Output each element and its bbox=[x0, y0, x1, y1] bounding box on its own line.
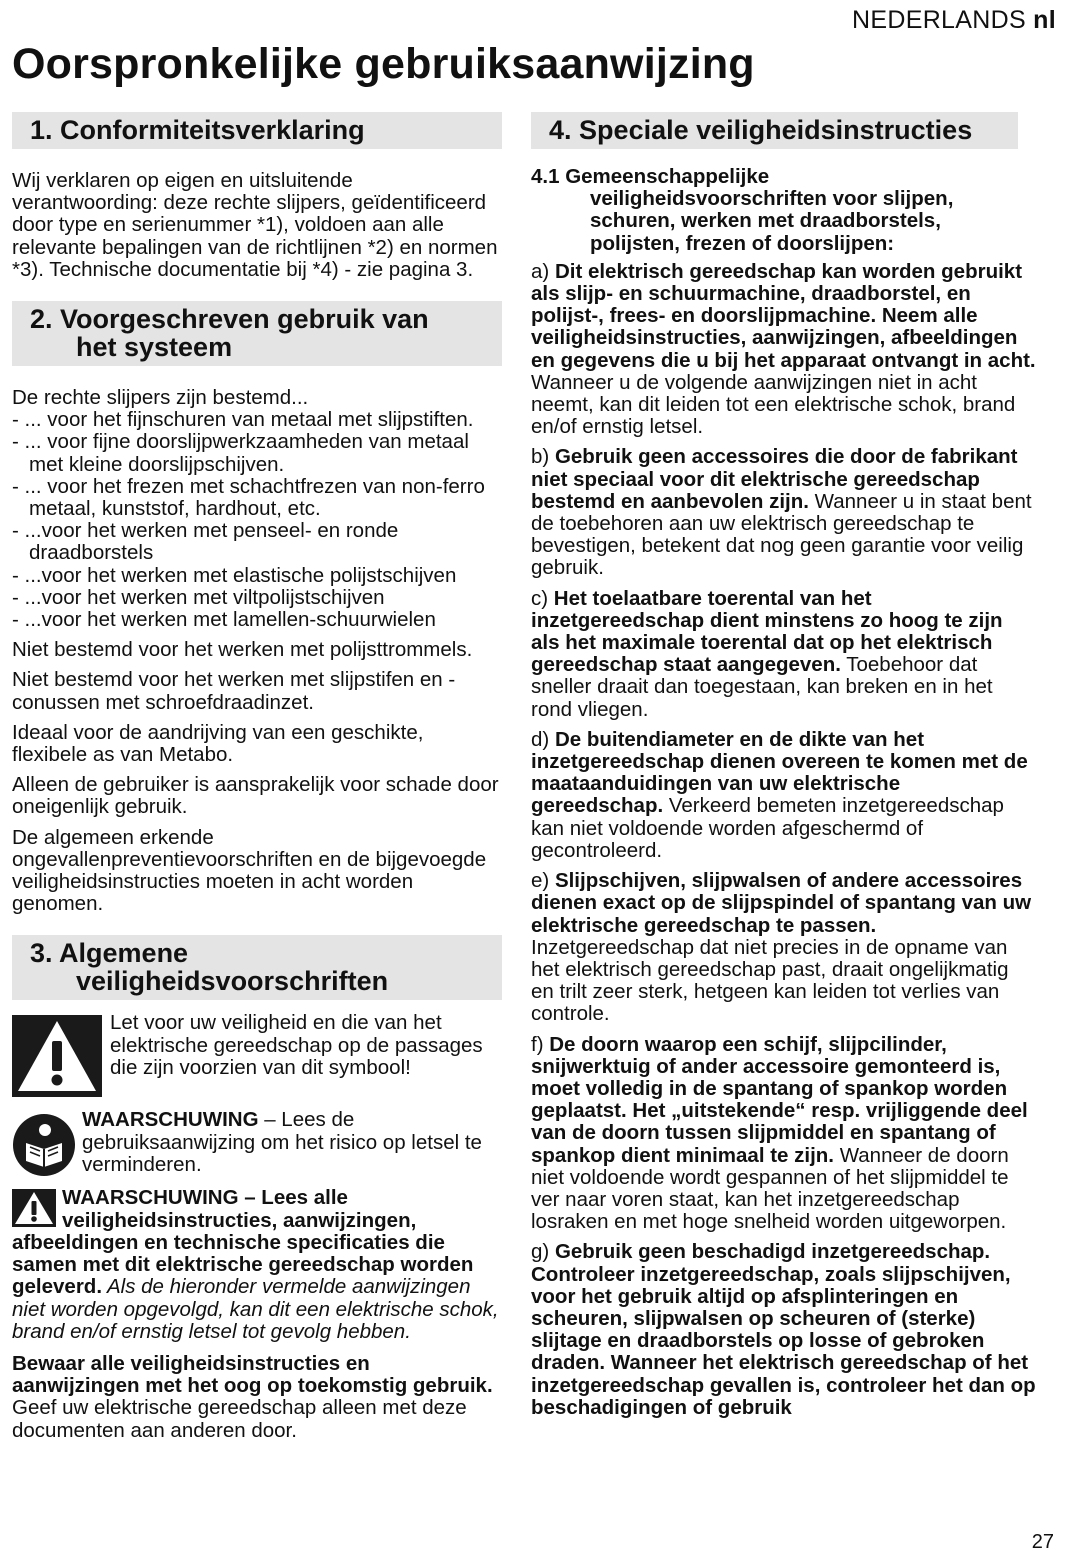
instruction-item bbox=[531, 1034, 1036, 1234]
item-bold-text: Gebruik geen beschadigd inzetgereedschap. Controleer inzetgereedschap, zoals slijpschijven, voor het gebruik altijd op afsplinteringen en scheuren, slijpwalsen op scheuren of (sterke) slijtage en draadborstels op losse of gebroken draden. Wanneer het elektrisch gereedschap of het inzetgereedschap gevallen is, controleer het dan op beschadigingen of gebruik bbox=[531, 1240, 1036, 1419]
list-item: - ... voor het fijnschuren van metaal met slijpstiften. bbox=[12, 408, 474, 432]
read-manual-warning bbox=[12, 1109, 502, 1177]
item-text: Wanneer u de volgende aanwijzingen niet in acht neemt, kan dit leiden tot een elektrische schok, brand en/of ernstig letsel. bbox=[531, 370, 1016, 439]
section-2-heading bbox=[12, 301, 502, 366]
subsection-4-1-title-cont: veiligheidsvoorschriften voor slijpen, schuren, werken met draadborstels, polijsten, frezen of doorslijpen: bbox=[590, 187, 954, 255]
section-3-number: 3. bbox=[30, 938, 53, 969]
instruction-item bbox=[531, 261, 1036, 439]
instruction-item bbox=[531, 729, 1036, 862]
warning-1-text: – Lees de gebruiksaanwijzing om het risico op letsel te verminderen. bbox=[82, 1108, 482, 1176]
section-1-heading bbox=[12, 112, 502, 149]
subsection-4-1-number: 4.1 bbox=[531, 165, 560, 188]
usage-paragraph: Ideaal voor de aandrijving van een geschikte, flexibele as van Metabo. bbox=[12, 720, 424, 767]
symbol-notice-text: Let voor uw veiligheid en die van het elektrische gereedschap op de passages die zijn voorzien van dit symbool! bbox=[110, 1011, 483, 1079]
language-name: NEDERLANDS bbox=[852, 6, 1026, 34]
warning-triangle-small-icon bbox=[12, 1189, 56, 1227]
item-text: Wanneer de doorn niet voldoende wordt gespannen of het slijpmiddel te ver naar voren staat, kan het inzetgereedschap losraken en met hoge snelheid worden uitgeworpen. bbox=[531, 1143, 1009, 1234]
section-3-title-line2: veiligheidsvoorschriften bbox=[76, 966, 389, 997]
warning-triangle-icon bbox=[12, 1015, 102, 1097]
keep-instructions-bold: Bewaar alle veiligheidsinstructies en aanwijzingen met het oog op toekomstig gebruik. bbox=[12, 1351, 493, 1398]
instruction-item bbox=[531, 1241, 1036, 1419]
list-item: - ... voor fijne doorslijpwerkzaamheden van metaal met kleine doorslijpschijven. bbox=[12, 430, 469, 476]
subsection-4-1-heading bbox=[531, 166, 1036, 255]
list-item: - ...voor het werken met penseel- en ronde draadborstels bbox=[12, 519, 399, 565]
item-label: b) bbox=[531, 445, 550, 469]
list-item: - ...voor het werken met elastische polijstschijven bbox=[12, 563, 457, 587]
warning-2-bold: WAARSCHUWING – Lees alle veiligheidsinstructies, aanwijzingen, afbeeldingen en technische specificaties die samen met dit elektrische gereedschap worden geleverd. bbox=[12, 1186, 474, 1299]
item-bold-text: Het toelaatbare toerental van het inzetgereedschap dient minstens zo hoog te zijn als het maximale toerental dat op het elektrisch gereedschap staat aangegeven. bbox=[531, 586, 1003, 677]
subsection-4-1-title: Gemeenschappelijke bbox=[565, 165, 770, 188]
instruction-item bbox=[531, 870, 1036, 1025]
section-4-number: 4. bbox=[549, 115, 572, 145]
section-1-text: Wij verklaren op eigen en uitsluitende verantwoording: deze rechte slijpers, geïdentificeerd door type en serienummer *1), voldoen aan alle relevante bepalingen van de richtlijnen *2) en normen *3). Technische documentatie bij *4) - zie pagina 3. bbox=[12, 169, 498, 281]
item-label: e) bbox=[531, 869, 550, 893]
section-2-intro: De rechte slijpers zijn bestemd... bbox=[12, 386, 309, 410]
section-4-title: Speciale veiligheidsinstructies bbox=[579, 115, 973, 145]
warning-2-italic: Als de hieronder vermelde aanwijzingen niet worden opgevolgd, kan dit een elektrische schok, brand en/of ernstig letsel tot gevolg hebben. bbox=[12, 1275, 499, 1343]
instruction-item bbox=[531, 588, 1036, 721]
section-4-heading bbox=[531, 112, 1018, 149]
usage-paragraph: Niet bestemd voor het werken met polijsttrommels. bbox=[12, 638, 473, 662]
section-3-heading bbox=[12, 935, 502, 1000]
item-bold-text: De doorn waarop een schijf, slijpcilinder, snijwerktuig of ander accessoire gemonteerd is, moet volledig in de spantang of spankop worden geplaatst. Het „uitstekende“ resp. vrijliggende deel van de doorn tussen slijpmiddel en spantang of spankop dient minimaal te zijn. bbox=[531, 1032, 1028, 1167]
section-1-title: Conformiteitsverklaring bbox=[60, 115, 365, 145]
right-column bbox=[531, 112, 1036, 1419]
left-column bbox=[12, 112, 502, 1442]
list-item: - ... voor het frezen met schachtfrezen van non-ferro metaal, kunststof, hardhout, etc. bbox=[12, 474, 485, 521]
item-bold-text: Slijpschijven, slijpwalsen of andere accessoires dienen exact op de slijpspindel of spantang van uw elektrische gereedschap te passen. bbox=[531, 869, 1032, 937]
item-label: g) bbox=[531, 1240, 550, 1264]
instruction-item bbox=[531, 446, 1036, 579]
warning-1-bold: WAARSCHUWING bbox=[82, 1108, 259, 1132]
section-2-title-line2: het systeem bbox=[76, 332, 233, 363]
keep-instructions-text: Geef uw elektrische gereedschap alleen met deze documenten aan anderen door. bbox=[12, 1396, 467, 1442]
usage-list bbox=[12, 409, 502, 631]
language-code: nl bbox=[1033, 6, 1056, 34]
usage-paragraph: Alleen de gebruiker is aansprakelijk voor schade door oneigenlijk gebruik. bbox=[12, 773, 499, 819]
section-1-number: 1. bbox=[30, 115, 53, 145]
page-title: Oorspronkelijke gebruiksaanwijzing bbox=[12, 40, 755, 88]
item-bold-text: Dit elektrisch gereedschap kan worden gebruikt als slijp- en schuurmachine, draadborstel, en polijst-, frees- en doorslijpmachine. Neem alle veiligheidsinstructies, aanwijzingen, afbeeldingen en gegevens die u bij het apparaat ontvangt in acht. bbox=[531, 259, 1036, 372]
item-label: f) bbox=[531, 1032, 544, 1056]
list-item: - ...voor het werken met lamellen-schuurwielen bbox=[12, 608, 436, 632]
keep-instructions bbox=[12, 1353, 502, 1442]
symbol-notice bbox=[12, 1012, 502, 1097]
item-label: c) bbox=[531, 586, 549, 610]
item-text: Verkeerd bemeten inzetgereedschap kan niet voldoende worden afgeschermd of gecontroleerd. bbox=[531, 794, 1004, 862]
item-label: d) bbox=[531, 727, 550, 751]
section-2-title-line1: Voorgeschreven gebruik van bbox=[60, 304, 429, 335]
section-3-title-line1: Algemene bbox=[59, 938, 189, 969]
item-label: a) bbox=[531, 259, 550, 283]
usage-paragraph: Niet bestemd voor het werken met slijpstifen en -conussen met schroefdraadinzet. bbox=[12, 668, 456, 714]
item-text: Wanneer u in staat bent de toebehoren aan uw elektrisch gereedschap te bevestigen, betekent dat nog geen garantie voor veilig gebruik. bbox=[531, 489, 1032, 580]
item-text: Inzetgereedschap dat niet precies in de opname van het elektrisch gereedschap past, draait ongelijkmatig en trilt zeer sterk, hetgeen kan leiden tot verlies van controle. bbox=[531, 935, 1009, 1026]
page-number: 27 bbox=[1031, 1531, 1054, 1553]
item-bold-text: De buitendiameter en de dikte van het inzetgereedschap dienen overeen te komen met de maataanduidingen van uw elektrische gereedschap. bbox=[531, 727, 1028, 818]
language-label bbox=[852, 6, 1056, 35]
read-manual-icon bbox=[12, 1113, 76, 1177]
usage-paragraph: De algemeen erkende ongevallenpreventievoorschriften en de bijgevoegde veiligheidsinstructies moeten in acht worden genomen. bbox=[12, 825, 487, 916]
item-text: Toebehoor dat sneller draait dan toegestaan, kan breken en in het rond vliegen. bbox=[531, 653, 993, 721]
list-item: - ...voor het werken met viltpolijstschijven bbox=[12, 585, 385, 609]
item-bold-text: Gebruik geen accessoires die door de fabrikant niet speciaal voor dit elektrische gereedschap bestemd en aanbevolen zijn. bbox=[531, 445, 1018, 513]
section-2-number: 2. bbox=[30, 304, 53, 335]
general-warning bbox=[12, 1187, 502, 1342]
